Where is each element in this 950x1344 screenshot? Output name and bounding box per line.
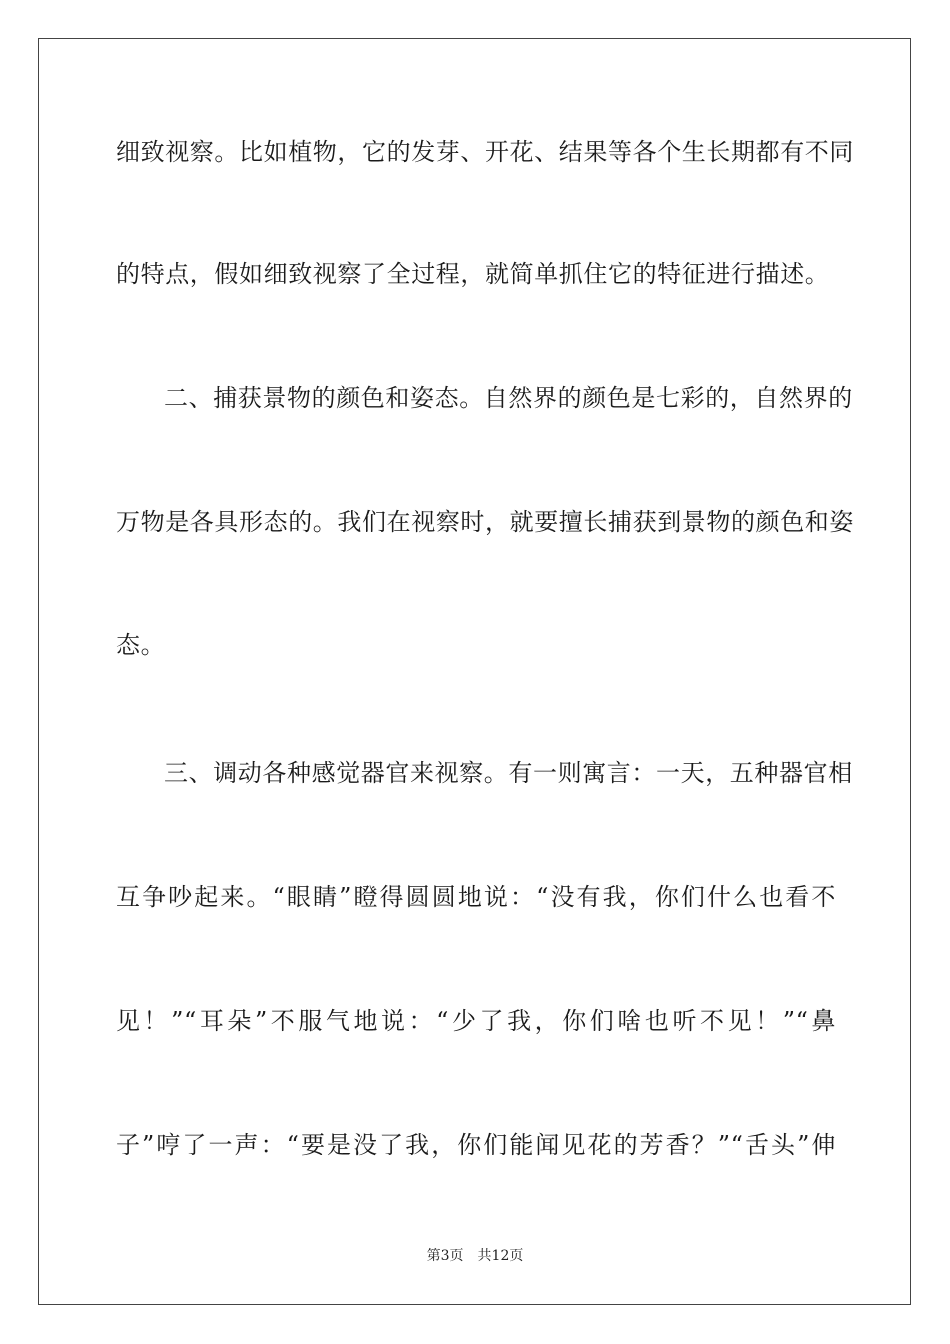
paragraph-line: 万物是各具形态的。我们在视察时，就要擅长捕获到景物的颜色和姿 [116,508,854,536]
paragraph-line: 互争吵起来。“眼睛”瞪得圆圆地说：“没有我，你们什么也看不 [116,883,836,911]
paragraph-line: 二、捕获景物的颜色和姿态。自然界的颜色是七彩的，自然界的 [164,384,853,412]
paragraph-line: 子”哼了一声：“要是没了我，你们能闻见花的芳香？”“舌头”伸 [116,1131,836,1159]
paragraph-line: 三、调动各种感觉器官来视察。有一则寓言：一天，五种器官相 [164,759,853,787]
paragraph-line: 见！”“耳朵”不服气地说：“少了我，你们啥也听不见！”“鼻 [116,1007,836,1035]
paragraph-line: 细致视察。比如植物，它的发芽、开花、结果等各个生长期都有不同 [116,138,854,166]
page-border [38,38,911,1305]
paragraph-line: 态。 [116,631,166,659]
page-footer [0,1247,950,1265]
page-total: 共12页 [477,1248,524,1264]
page-number: 第3页 [426,1248,464,1264]
paragraph-line: 的特点，假如细致视察了全过程，就简单抓住它的特征进行描述。 [116,260,830,288]
